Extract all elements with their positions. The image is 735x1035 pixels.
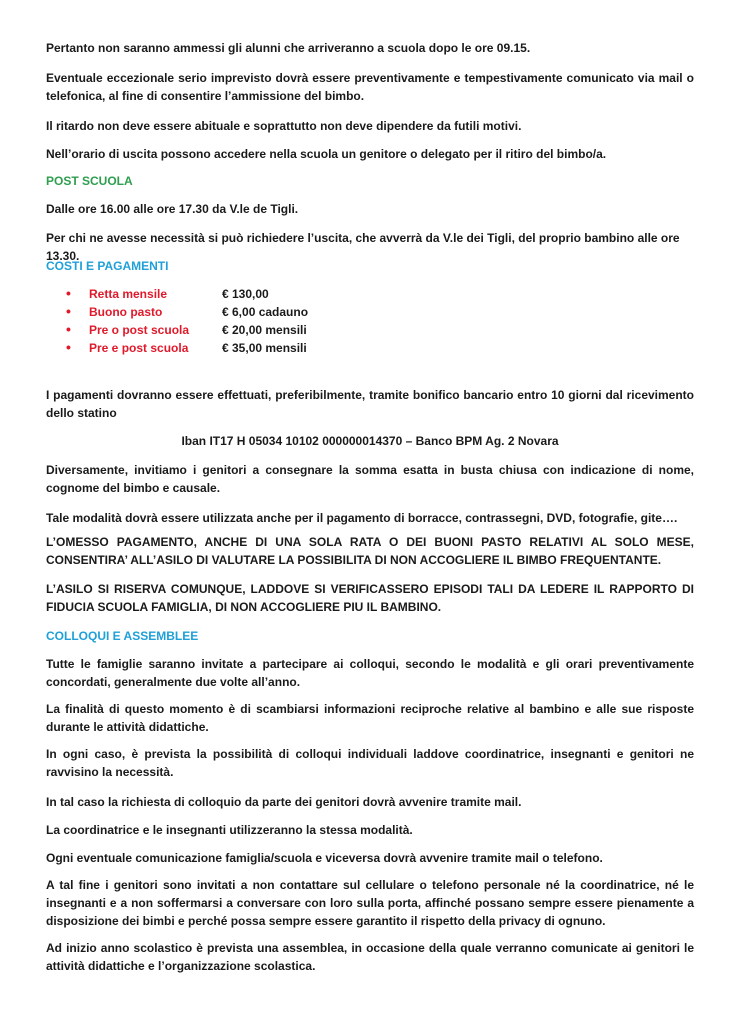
paragraph-trust-clause: L’ASILO SI RISERVA COMUNQUE, LADDOVE SI VERIFICASSERO EPISODI TALI DA LEDERE IL RAPPORTO DI FIDUCIA SCUOLA FAMIGLIA, DI NON ACCOGLIERE PIU IL BAMBINO. [46, 582, 694, 614]
paragraph-meeting-request: In tal caso la richiesta di colloquio da parte dei genitori dovrà avvenire tramite mail. [46, 795, 522, 809]
paragraph-privacy: A tal fine i genitori sono invitati a non contattare sul cellulare o telefono personale né la coordinatrice, né le insegnanti e a non soffermarsi a conversare con loro sulla porta, affinché possano sempre essere pienamente a disposizione dei bimbi e perché possa sempre essere garantito il rispetto della privacy di ognuno. [46, 878, 694, 928]
paragraph-exit-time: Nell’orario di uscita possono accedere nella scuola un genitore o delegato per il ritiro del bimbo/a. [46, 147, 607, 161]
paragraph-payment-method: I pagamenti dovranno essere effettuati, preferibilmente, tramite bonifico bancario entro 10 giorni dal ricevimento dello statino [46, 388, 694, 420]
paragraph-cash-envelope: Diversamente, invitiamo i genitori a consegnare la somma esatta in busta chiusa con indicazione di nome, cognome del bimbo e causale. [46, 463, 694, 495]
paragraph-lateness: Il ritardo non deve essere abituale e soprattutto non deve dipendere da futili motivi. [46, 119, 522, 133]
paragraph-post-hours: Dalle ore 16.00 alle ore 17.30 da V.le de Tigli. [46, 202, 299, 216]
paragraph-assembly: Ad inizio anno scolastico è prevista una assemblea, in occasione della quale verranno comunicate ai genitori le attività didattiche e l’organizzazione scolastica. [46, 941, 694, 973]
fee-list [60, 285, 460, 357]
fee-label: Pre o post scuola [89, 323, 190, 337]
bullet-icon: • [66, 339, 71, 355]
paragraph-meeting-purpose: La finalità di questo momento è di scambiarsi informazioni reciproche relative al bambino e alle sue risposte durante le attività didattiche. [46, 702, 694, 734]
fee-value: € 35,00 mensili [222, 341, 307, 355]
heading-colloqui-assemblee: COLLOQUI E ASSEMBLEE [46, 629, 199, 643]
fee-label: Buono pasto [89, 305, 163, 319]
list-item [60, 303, 460, 321]
paragraph-arrival-limit: Pertanto non saranno ammessi gli alunni che arriveranno a scuola dopo le ore 09.15. [46, 41, 531, 55]
list-item [60, 339, 460, 357]
paragraph-early-exit: Per chi ne avesse necessità si può richiedere l’uscita, che avverrà da V.le dei Tigli, del proprio bambino alle ore 13.30. [46, 231, 680, 263]
paragraph-teachers-mode: La coordinatrice e le insegnanti utilizzeranno la stessa modalità. [46, 823, 413, 837]
fee-label: Retta mensile [89, 287, 168, 301]
heading-post-scuola: POST SCUOLA [46, 174, 133, 188]
fee-value: € 130,00 [222, 287, 269, 301]
fee-value: € 6,00 cadauno [222, 305, 309, 319]
paragraph-communication: Ogni eventuale comunicazione famiglia/scuola e viceversa dovrà avvenire tramite mail o telefono. [46, 851, 603, 865]
paragraph-omitted-payment: L’OMESSO PAGAMENTO, ANCHE DI UNA SOLA RATA O DEI BUONI PASTO RELATIVI AL SOLO MESE, CONSENTIRA’ ALL’ASILO DI VALUTARE LA POSSIBILITA DI NON ACCOGLIERE IL BIMBO FREQUENTANTE. [46, 535, 694, 567]
fee-label: Pre e post scuola [89, 341, 189, 355]
list-item [60, 321, 460, 339]
fee-value: € 20,00 mensili [222, 323, 307, 337]
bullet-icon: • [66, 321, 71, 337]
bullet-icon: • [66, 303, 71, 319]
paragraph-individual-meetings: In ogni caso, è prevista la possibilità di colloqui individuali laddove coordinatrice, insegnanti e genitori ne ravvisino la necessità. [46, 747, 694, 779]
heading-costi-pagamenti: COSTI E PAGAMENTI [46, 259, 169, 273]
iban-line: Iban IT17 H 05034 10102 000000014370 – Banco BPM Ag. 2 Novara [181, 434, 559, 448]
paragraph-other-payments: Tale modalità dovrà essere utilizzata anche per il pagamento di borracce, contrassegni, DVD, fotografie, gite…. [46, 511, 678, 525]
paragraph-meetings: Tutte le famiglie saranno invitate a partecipare ai colloqui, secondo le modalità e gli orari preventivamente concordati, generalmente due volte all’anno. [46, 657, 694, 689]
paragraph-unforeseen: Eventuale eccezionale serio imprevisto dovrà essere preventivamente e tempestivamente comunicato via mail o telefonica, al fine di consentire l’ammissione del bimbo. [46, 71, 694, 103]
bullet-icon: • [66, 285, 71, 301]
list-item [60, 285, 460, 303]
